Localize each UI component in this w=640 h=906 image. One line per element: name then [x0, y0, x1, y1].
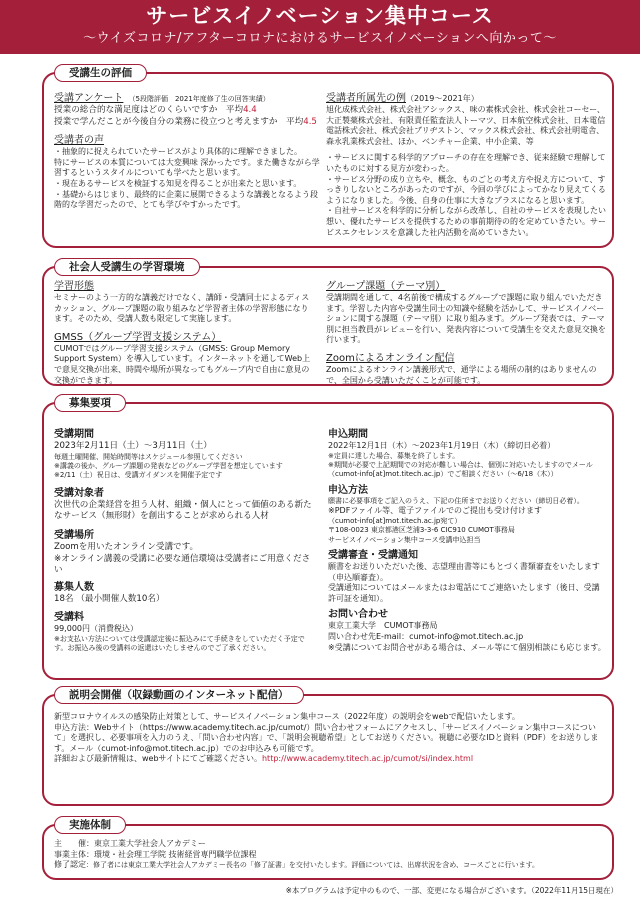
org-row-label: 修了認定	[54, 860, 86, 870]
briefing-body	[54, 712, 606, 765]
format-text: セミナーのよう一方的な講義だけでなく、講師・受講同士によるディスカッション、グループ課題の取り組みなど学習者主体の学習形態になります。そのため、受講人数も限定して実施します。	[54, 293, 310, 324]
outline-right-column	[328, 428, 606, 653]
organization-body	[54, 839, 606, 871]
evaluation-section	[42, 67, 614, 248]
org-row	[54, 850, 606, 861]
voice-item: ・抽象的に捉えられていたサービスがより具体的に理解できました。	[54, 147, 302, 157]
period-heading: 受講期間	[54, 429, 94, 440]
companies-heading: 受講者所属先の例	[326, 93, 406, 104]
briefing-line: 申込方法：Webサイト（https://www.academy.titech.ac.jp/cumot/）問い合わせフォームにアクセスし、「サービスイノベーション集中コースについて」を選択し、必要事項を入力のうえ、「問い合わせ内容」で、「説明会視聴希望」としてお送りください。視聴に必要なIDと資料（PDF）をお送りします。メール（cumot-info@mot.titech.ac.jp）でのお申込みも可能です。	[54, 722, 599, 753]
review-text: 願書をお送りいただいた後、志望理由書等にもとづく書類審査をいたします（申込順審査）。	[328, 562, 600, 582]
fee-heading: 受講料	[54, 612, 84, 624]
page-title: サービスイノベーション集中コース	[146, 4, 494, 28]
organization-section-title: 実施体制	[54, 816, 126, 834]
org-row-value: ：環境・社会理工学院 技術経営専門職学位課程	[86, 849, 257, 859]
zoom-text: Zoomによるオンライン講義形式で、通学による場所の制約はありませんので、全国から受講いただくことが可能です。	[326, 364, 597, 385]
method-address: 〒108-0023 東京都港区芝浦3-3-6 CIC910 CUMOT事務局	[328, 526, 515, 535]
apply-period-heading: 申込期間	[328, 429, 368, 440]
voice-item: ・サービス分野の成り立ちや、概念、ものごとの考え方や捉え方について、すっきりしないところがあったのですが、今回の学びによってかなり見えてくるようになりました。今後、自身の仕事に大きなプラスになると思います。	[326, 174, 606, 205]
outline-section	[42, 397, 614, 680]
review-text: 受講通知についてはメールまたはお電話にてご連絡いたします（後日、受講許可証を通知）。	[328, 583, 600, 603]
period-value: 2023年2月11日（土）〜3月11日（土）	[54, 441, 212, 451]
survey-score-1: 4.4	[243, 105, 257, 115]
fee-note: ※お支払い方法については受講認定後に振込みにて手続きをしていただく予定です。お振込み後の受講料の返還はいたしませんのでご了承ください。	[54, 634, 305, 653]
group-text: 受講期間を通して、4名前後で構成するグループで課題に取り組んでいただきます。学習した内容や受講生同士の知識や経験を活かして、サービスイノベーションに関する課題（テーマ別）に取り組みます。グループ発表では、テーマ別に担当教員がレビューを行い、発表内容について受講生を交えた意見交換を行います。	[326, 293, 606, 345]
voice-item: 特にサービスの本質については大変興味 深かったです。また働きながら学習するというスタイルについても学べたと思います。	[54, 157, 320, 178]
format-heading: 学習形態	[54, 281, 94, 292]
gmss-text: CUMOTではグループ学習支援システム（GMSS: Group Memory Support System）を導入しています。インターネットを通してWeb上で意見交換が出来、時間や場所が異なってもグループ内で自由に意見の交換ができます。	[54, 343, 311, 385]
survey-note: （5段階評価 2021年度修了生の回答実績）	[128, 95, 270, 103]
apply-period-note: ※定員に達した場合、募集を終了します。	[328, 451, 460, 460]
contact-note: ※受講についてお問合せがある場合は、メール等にて個別相談にも応じます。	[328, 642, 606, 652]
method-text: ※PDFファイル等、電子ファイルでのご提出も受け付けます	[328, 506, 542, 516]
apply-period-note: ※期間が必要で上記期間での対応が難しい場合は、個別に対応いたしますのでメール（cumot-info[at]mot.titech.ac.jp）でご相談ください（〜6/18（木））	[328, 461, 593, 479]
voice-item: ・サービスに関する科学的アプローチの存在を理解でき、従来経験で理解していたものに対する見方が変わった。	[326, 153, 606, 173]
target-text: 次世代の企業経営を担う人材、組織・個人にとって価値のある新たなサービス（無形財）を創出することが求められる人材	[54, 499, 312, 522]
learning-right-column	[326, 280, 606, 386]
place-text: Zoomを用いたオンライン受講です。	[54, 542, 199, 552]
learning-section	[42, 261, 614, 386]
org-row-value: ：東京工業大学社会人アカデミー	[86, 839, 206, 848]
review-heading: 受講審査・受講通知	[328, 550, 418, 562]
target-heading: 受講対象者	[54, 487, 104, 499]
companies-list: 旭化成株式会社、株式会社アシックス、味の素株式会社、株式会社コーセー、大正製薬株式会社、有限責任監査法人トーマツ、日本航空株式会社、日本電信電話株式会社、株式会社ブリヂストン、マックス株式会社、株式会社明電舎、森永乳業株式会社、ほか、ベンチャー企業、中小企業、等	[326, 105, 606, 146]
method-text: 願書に必要事項をご記入のうえ、下記の住所までお送りください（締切日必着）。	[328, 496, 584, 505]
contact-email: 問い合わせ先E-mail：cumot-info@mot.titech.ac.jp	[328, 632, 524, 641]
org-row	[54, 839, 606, 850]
capacity-text: 18名 （最小開催人数10名）	[54, 593, 165, 604]
briefing-url-link[interactable]: http://www.academy.titech.ac.jp/cumot/si/index.html	[261, 754, 474, 764]
voice-item: ・自社サービスを科学的に分析しながら改革し、自社のサービスを表現したい想い、優れたサービスを提供するための事前期待の的を定めていきたい。サービスエクセレンスを意識した社内活動を高めていきたい。	[326, 206, 606, 237]
title-banner	[0, 0, 640, 54]
outline-left-column	[54, 428, 318, 654]
companies-period: （2019〜2021年）	[406, 94, 479, 103]
period-note: ※講義の後か、グループ課題の発表などのグループ学習を想定しています	[54, 462, 283, 470]
org-row-label: 主 催	[54, 839, 86, 848]
evaluation-left-column	[54, 86, 322, 211]
survey-heading: 受講アンケート	[54, 93, 124, 104]
outline-section-title: 募集要項	[54, 394, 126, 412]
briefing-line: 詳細および最新情報は、webサイトにてご確認ください。	[54, 754, 262, 764]
fee-text: 99,000円（消費税込）	[54, 624, 138, 634]
contact-heading: お問い合わせ	[328, 609, 388, 621]
organization-section	[42, 819, 614, 880]
footer-note: ※本プログラムは予定中のもので、一部、変更になる場合がございます。（2022年11月15日現在）	[285, 886, 618, 895]
capacity-heading: 募集人数	[54, 581, 94, 593]
org-row-label: 事業主体	[54, 849, 86, 859]
learning-section-title: 社会人受講生の学習環境	[54, 258, 200, 276]
org-row-value: ：修了者には東京工業大学社会人アカデミー長名の「修了証書」を交付いたします。評価については、出席状況を含め、コースごとに行います。	[86, 861, 540, 870]
survey-score-2: 4.5	[303, 116, 317, 127]
voice-item: ・現在あるサービスを検証する知見を得ることが出来たと思います。	[54, 178, 302, 188]
place-heading: 受講場所	[54, 530, 94, 541]
org-row	[54, 860, 606, 871]
group-heading: グループ課題（テーマ別）	[326, 281, 446, 292]
period-note: 毎週土曜開催、開始時間等はスケジュール参照してください	[54, 452, 243, 461]
evaluation-section-title: 受講生の評価	[54, 64, 147, 82]
briefing-section-title: 説明会開催（収録動画のインターネット配信）	[54, 686, 304, 704]
briefing-line: 新型コロナウイルスの感染防止対策として、サービスイノベーション集中コース（2022年度）の説明会をwebで配信いたします。	[54, 712, 520, 721]
method-heading: 申込方法	[328, 484, 368, 496]
page-subtitle: 〜ウイズコロナ/アフターコロナにおけるサービスイノベーションへ向かって〜	[83, 31, 557, 46]
voice-heading: 受講者の声	[54, 135, 104, 147]
briefing-section	[42, 689, 614, 806]
method-email: （cumot-info[at]mot.titech.ac.jp宛て）	[328, 516, 462, 525]
gmss-heading: GMSS（グループ学習支援システム）	[54, 331, 222, 343]
zoom-heading: Zoomによるオンライン配信	[326, 352, 455, 364]
voice-item: ・基礎からはじまり、最終的に企業に展開できるような講義となるよう段階的な学習だったので、とても学びやすかったです。	[54, 189, 318, 210]
place-note: ※オンライン講義の受講に必要な通信環境は受講者にご用意ください	[54, 553, 311, 576]
contact-office: 東京工業大学 CUMOT事務局	[328, 621, 438, 631]
evaluation-right-column	[326, 86, 606, 238]
method-address: サービスイノベーション集中コース受講申込担当	[328, 535, 481, 544]
survey-question-1: 授業の総合的な満足度はどのくらいですか 平均	[54, 105, 244, 115]
apply-period-value: 2022年12月1日（木）〜2023年1月19日（木）（締切日必着）	[328, 441, 556, 450]
survey-question-2: 授業で学んだことが今後自分の業務に役立つと考えますか 平均	[54, 116, 304, 127]
learning-left-column	[54, 280, 316, 386]
period-note: ※2/11（土）祝日は、受講ガイダンスを開催予定です	[54, 471, 223, 480]
